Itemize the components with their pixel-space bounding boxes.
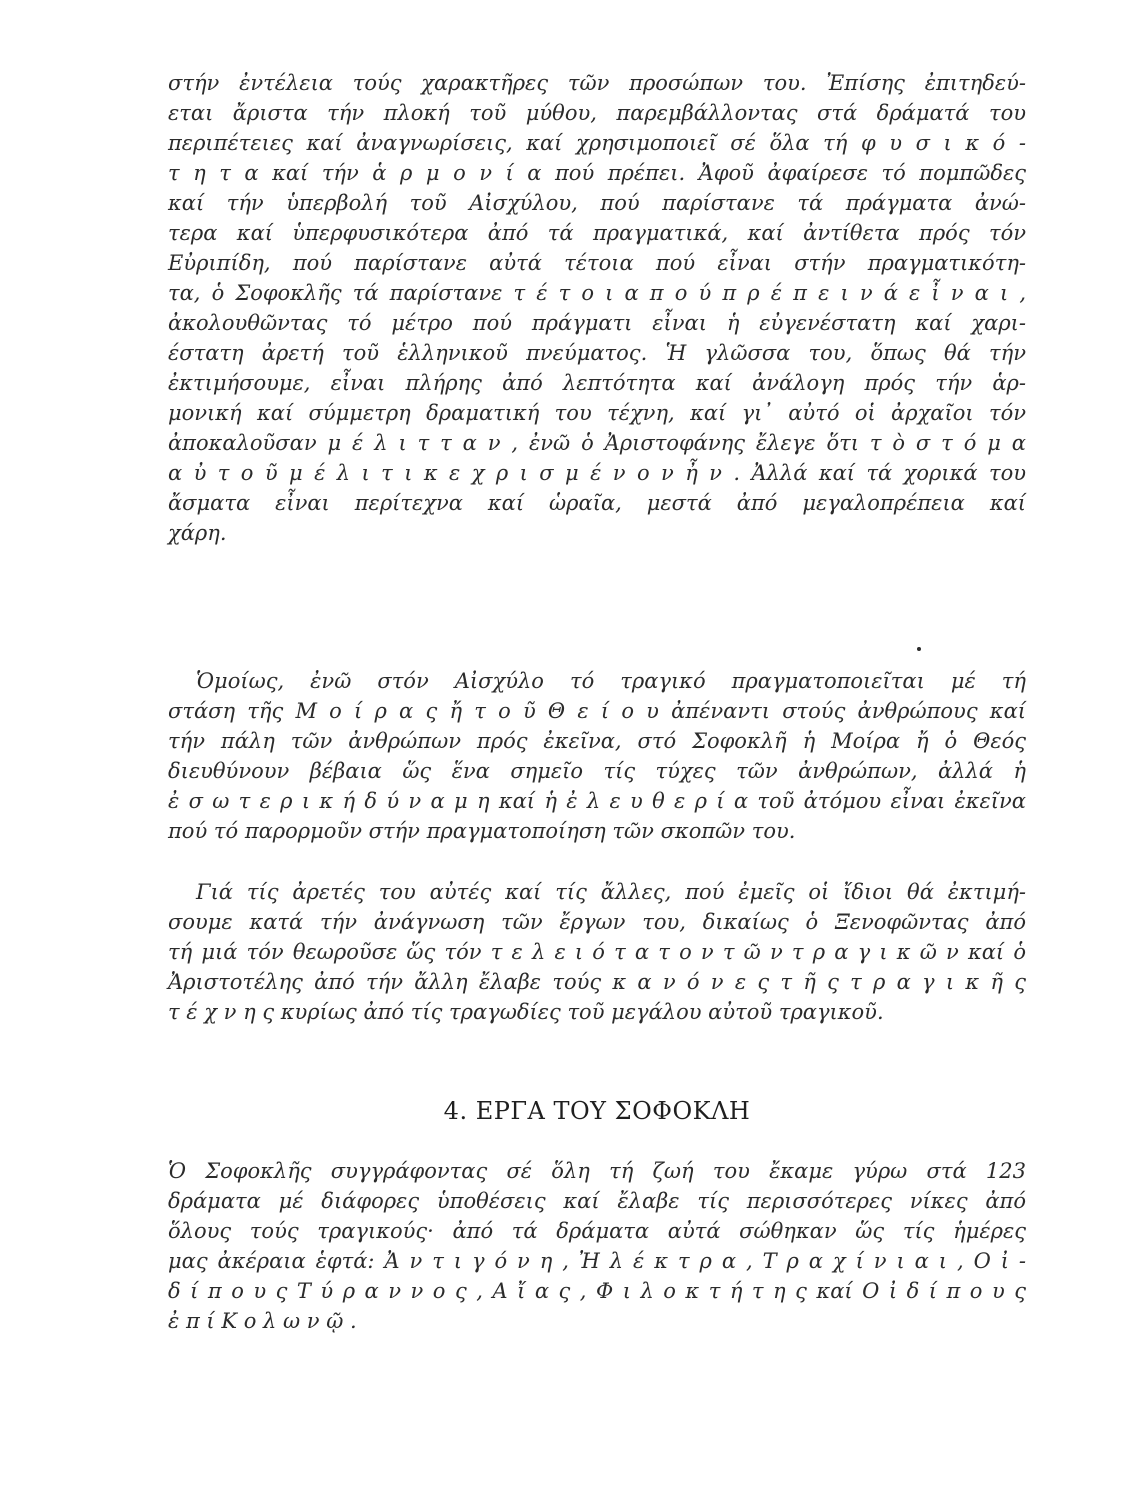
text-line: στάση τῆς Μ ο ί ρ α ς ἤ τ ο ῦ Θ ε ί ο υ ἀπέναντι στούς ἀνθρώπους καί xyxy=(168,699,1026,723)
text-line: ἀποκαλοῦσαν μ έ λ ι τ τ α ν , ἐνῶ ὁ Ἀριστοφάνης ἔλεγε ὅτι τ ὸ σ τ ό μ α xyxy=(168,431,1026,455)
section-heading: 4. ΕΡΓΑ ΤΟΥ ΣΟΦΟΚΛΗ xyxy=(443,1097,751,1125)
text-line: Εὐριπίδη, πού παρίστανε αὐτά τέτοια πού εἶναι στήν πραγματικότη- xyxy=(168,251,1026,275)
text-line: Ἀριστοτέλης ἀπό τήν ἄλλη ἔλαβε τούς κ α ν ό ν ε ς τ ῆ ς τ ρ α γ ι κ ῆ ς xyxy=(168,970,1026,994)
text-line: τ η τ α καί τήν ἁ ρ μ ο ν ί α πού πρέπει. Ἀφοῦ ἀφαίρεσε τό πομπῶδες xyxy=(168,161,1026,185)
text-line: τήν πάλη τῶν ἀνθρώπων πρός ἐκεῖνα, στό Σοφοκλῆ ἡ Μοίρα ἤ ὁ Θεός xyxy=(168,729,1026,753)
text-line: ἀκολουθῶντας τό μέτρο πού πράγματι εἶναι ἡ εὐγενέστατη καί χαρι- xyxy=(168,311,1026,335)
text-line: Ὁμοίως, ἐνῶ στόν Αἰσχύλο τό τραγικό πραγματοποιεῖται μέ τή xyxy=(196,669,1026,693)
paragraph-sophocles-style xyxy=(168,68,1026,548)
text-line: τ έ χ ν η ς κυρίως ἀπό τίς τραγωδίες τοῦ μεγάλου αὐτοῦ τραγικοῦ. xyxy=(168,1000,884,1024)
paragraph-fate-and-freedom xyxy=(168,666,1026,846)
text-line: μονική καί σύμμετρη δραματική του τέχνη, καί γι᾽ αὐτό οἱ ἀρχαῖοι τόν xyxy=(168,401,1026,425)
text-line: δ ί π ο υ ς Τ ύ ρ α ν ν ο ς , Α ἴ α ς , Φ ι λ ο κ τ ή τ η ς καί Ο ἰ δ ί π ο υ ς xyxy=(168,1279,1026,1303)
text-line: σουμε κατά τήν ἀνάγνωση τῶν ἔργων του, δικαίως ὁ Ξενοφῶντας ἀπό xyxy=(168,910,1026,934)
text-line: ἐ π ί Κ ο λ ω ν ῷ . xyxy=(168,1309,357,1333)
text-line: Ὁ Σοφοκλῆς συγγράφοντας σέ ὅλη τή ζωή του ἔκαμε γύρω στά 123 xyxy=(168,1159,1026,1183)
text-line: τερα καί ὑπερφυσικότερα ἀπό τά πραγματικά, καί ἀντίθετα πρός τόν xyxy=(168,221,1026,245)
text-line: καί τήν ὑπερβολή τοῦ Αἰσχύλου, πού παρίστανε τά πράγματα ἀνώ- xyxy=(168,191,1026,215)
text-line: πού τό παρορμοῦν στήν πραγματοποίηση τῶν σκοπῶν του. xyxy=(168,819,796,843)
text-line: στήν ἐντέλεια τούς χαρακτῆρες τῶν προσώπων του. Ἐπίσης ἐπιτηδεύ- xyxy=(168,71,1026,95)
text-line: έστατη ἀρετή τοῦ ἑλληνικοῦ πνεύματος. Ἡ γλῶσσα του, ὅπως θά τήν xyxy=(168,341,1026,365)
text-line: χάρη. xyxy=(168,521,227,545)
text-line: δράματα μέ διάφορες ὑποθέσεις καί ἔλαβε τίς περισσότερες νίκες ἀπό xyxy=(168,1189,1026,1213)
paragraph-virtues xyxy=(168,877,1026,1027)
text-line: τή μιά τόν θεωροῦσε ὥς τόν τ ε λ ε ι ό τ α τ ο ν τ ῶ ν τ ρ α γ ι κ ῶ ν καί ὁ xyxy=(168,940,1026,964)
text-line: εται ἄριστα τήν πλοκή τοῦ μύθου, παρεμβάλλοντας στά δράματά του xyxy=(168,101,1026,125)
text-line: ἐκτιμήσουμε, εἶναι πλήρης ἀπό λεπτότητα καί ἀνάλογη πρός τήν ἁρ- xyxy=(168,371,1026,395)
text-line: περιπέτειες καί ἀναγνωρίσεις, καί χρησιμοποιεῖ σέ ὅλα τή φ υ σ ι κ ό - xyxy=(168,131,1026,155)
ink-dot xyxy=(917,647,921,651)
text-line: ὅλους τούς τραγικούς· ἀπό τά δράματα αὐτά σώθηκαν ὥς τίς ἡμέρες xyxy=(168,1219,1026,1243)
text-line: τα, ὁ Σοφοκλῆς τά παρίστανε τ έ τ ο ι α π ο ύ π ρ έ π ε ι ν ά ε ἶ ν α ι , xyxy=(168,281,1026,305)
text-line: μας ἀκέραια ἑφτά: Ἀ ν τ ι γ ό ν η , Ἠ λ έ κ τ ρ α , Τ ρ α χ ί ν ι α ι , Ο ἰ - xyxy=(168,1249,1026,1273)
text-line: διευθύνουν βέβαια ὥς ἕνα σημεῖο τίς τύχες τῶν ἀνθρώπων, ἀλλά ἡ xyxy=(168,759,1026,783)
text-line: Γιά τίς ἀρετές του αὐτές καί τίς ἄλλες, πού ἐμεῖς οἱ ἴδιοι θά ἐκτιμή- xyxy=(196,880,1026,904)
text-line: α ὐ τ ο ῦ μ έ λ ι τ ι κ ε χ ρ ι σ μ έ ν ο ν ἦ ν . Ἀλλά καί τά χορικά του xyxy=(168,461,1026,485)
text-line: ἄσματα εἶναι περίτεχνα καί ὡραῖα, μεστά ἀπό μεγαλοπρέπεια καί xyxy=(168,491,1026,515)
paragraph-works xyxy=(168,1156,1026,1336)
text-line: ἐ σ ω τ ε ρ ι κ ή δ ύ ν α μ η καί ἡ ἐ λ ε υ θ ε ρ ί α τοῦ ἀτόμου εἶναι ἐκεῖνα xyxy=(168,789,1026,813)
